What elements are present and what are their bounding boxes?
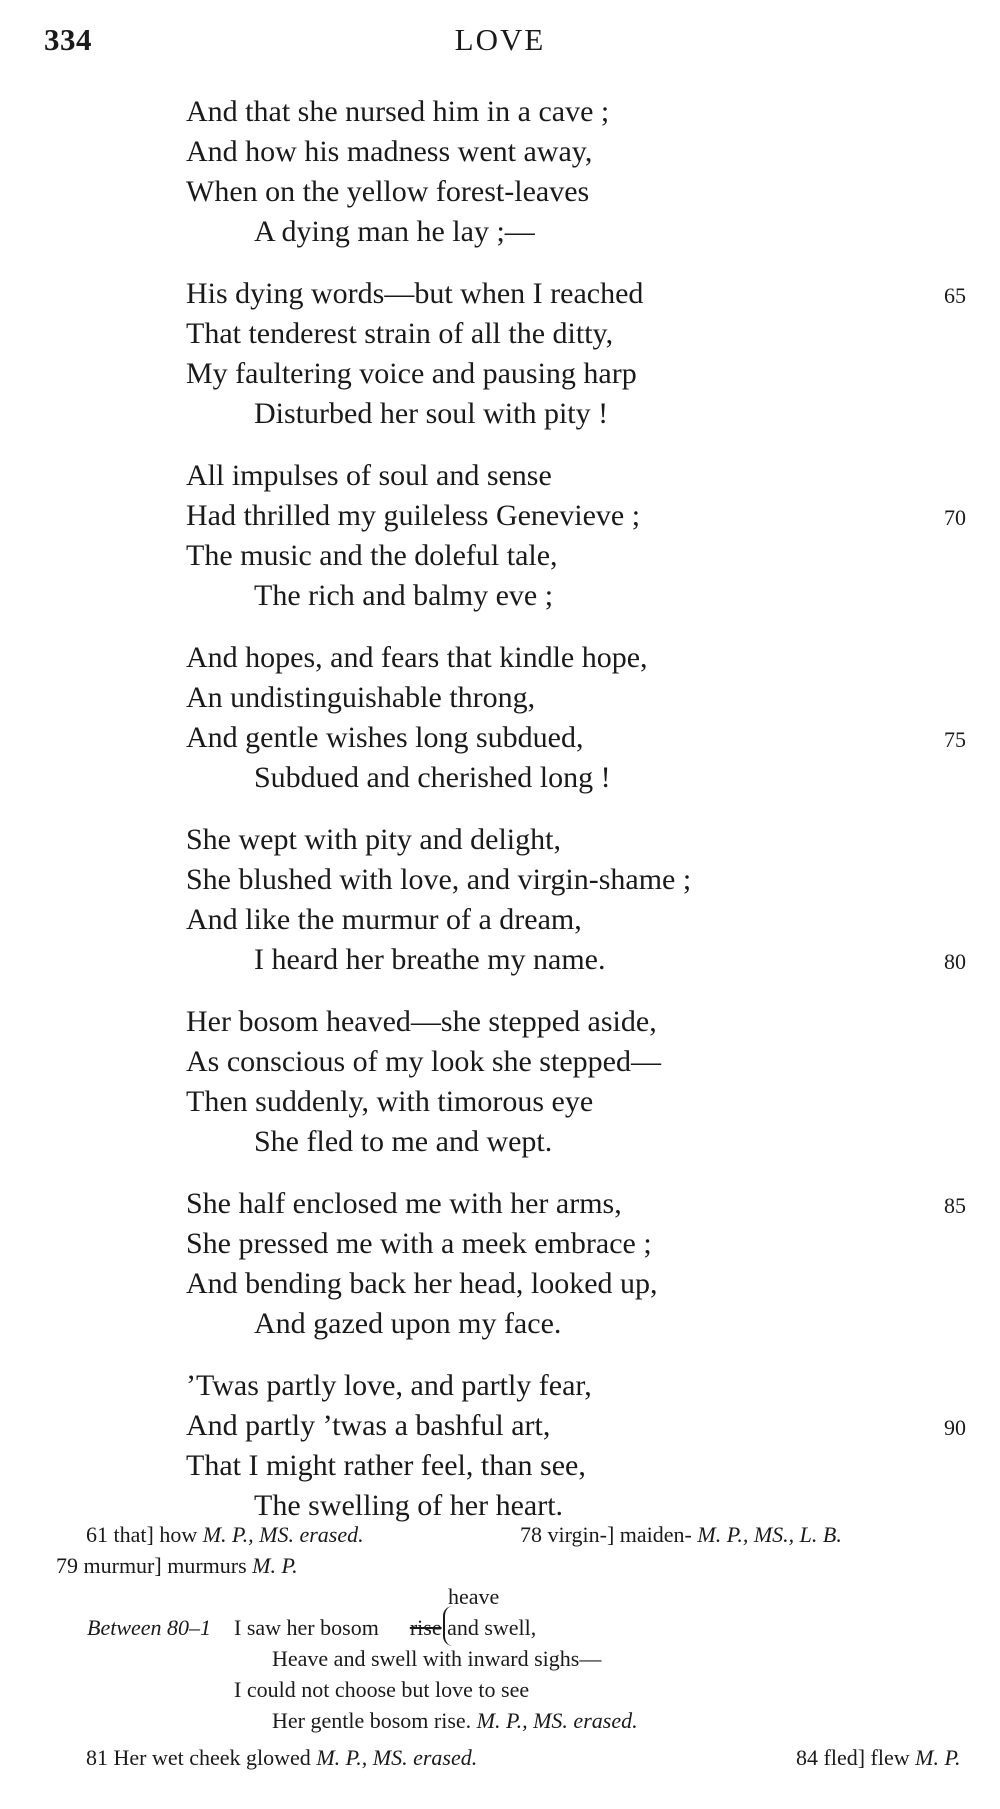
poem-line-text: A dying man he lay ;— [254,215,535,248]
poem-line-text: And partly ’twas a bashful art, [186,1409,551,1442]
poem-line [186,456,966,496]
stanza [186,274,966,434]
poem-line-text: Subdued and cherished long ! [254,761,611,794]
poem-line-text: His dying words—but when I reached [186,277,644,310]
poem-line [186,132,966,172]
between-label: Between 80–1 [87,1615,212,1640]
poem-line [186,1042,966,1082]
between-line-2: Heave and swell with inward sighs— [272,1646,602,1671]
poem-line [186,212,966,252]
running-head: LOVE [454,22,546,57]
note-source: M. P., MS., L. B. [697,1522,842,1547]
poem-line-text: I heard her breathe my name. [254,943,606,976]
line-number: 90 [944,1415,966,1440]
poem-line-text: And gazed upon my face. [254,1307,562,1340]
poem-line [186,1082,966,1122]
poem-line-text: Had thrilled my guileless Genevieve ; [186,499,641,532]
stanza [186,1002,966,1162]
note-row [56,1674,976,1705]
poem-line-text: The music and the doleful tale, [186,539,558,572]
stanza [186,820,966,980]
line-number: 85 [944,1193,966,1218]
note-row [56,1705,976,1736]
stanza [186,638,966,798]
poem-line-text: Her bosom heaved—she stepped aside, [186,1005,657,1038]
between-line-1 [234,1612,536,1643]
between-line-4 [272,1705,638,1736]
poem-line [186,1002,966,1042]
note-source: M. P. [915,1745,961,1770]
stanza [186,1184,966,1344]
stanza [186,92,966,252]
note-number: 84 [796,1745,818,1770]
poem-line [186,900,966,940]
line-number: 75 [944,727,966,752]
note-row [56,1581,976,1612]
note-text: virgin-] maiden- [547,1522,692,1547]
note-row [56,1550,976,1581]
variant-text: I saw her bosom [234,1615,379,1640]
poem-line [186,1304,966,1344]
page-number: 334 [44,22,92,57]
poem-line [186,1264,966,1304]
poem-line-text: Disturbed her soul with pity ! [254,397,609,430]
note-text: Her wet cheek glowed [113,1745,311,1770]
note-text: murmur] murmurs [83,1553,247,1578]
note-number: 79 [56,1553,78,1578]
poem-line-text: She pressed me with a meek embrace ; [186,1227,652,1260]
poem-line [186,1184,966,1224]
poem-line [186,92,966,132]
note-row [56,1643,976,1674]
note-61 [86,1519,364,1550]
note-source: M. P., MS. erased. [202,1522,364,1547]
poem-line-text: And how his madness went away, [186,135,593,168]
stanza [186,456,966,616]
poem-line-text: And that she nursed him in a cave ; [186,95,610,128]
poem-line [186,1446,966,1486]
poem-line [186,274,966,314]
note-79 [56,1550,298,1581]
poem-body [186,92,966,1548]
poem-line-text: ’Twas partly love, and partly fear, [186,1369,592,1402]
line-number: 80 [944,949,966,974]
line-number: 65 [944,283,966,308]
poem-line-text: She fled to me and wept. [254,1125,553,1158]
note-text: fled] flew [823,1745,910,1770]
stanza [186,1366,966,1526]
note-number: 81 [86,1745,108,1770]
poem-line [186,172,966,212]
note-81 [86,1742,477,1773]
note-78 [520,1519,842,1550]
poem-line [186,536,966,576]
poem-line [186,314,966,354]
poem-line [186,820,966,860]
poem-line-text: When on the yellow forest-leaves [186,175,590,208]
poem-line-text: Then suddenly, with timorous eye [186,1085,594,1118]
poem-line [186,1366,966,1406]
poem-line [186,1224,966,1264]
poem-line [186,860,966,900]
struck-word: rise [409,1615,442,1640]
line-number: 70 [944,505,966,530]
poem-line [186,576,966,616]
note-text: that] how [113,1522,198,1547]
note-row [56,1519,976,1550]
poem-line [186,1406,966,1446]
poem-line [186,678,966,718]
note-source: M. P. [252,1553,298,1578]
note-source: M. P., MS. erased. [476,1708,638,1733]
poem-line-text: That I might rather feel, than see, [186,1449,586,1482]
variant-text: and swell, [447,1615,537,1640]
poem-line [186,354,966,394]
poem-line [186,496,966,536]
between-line-3: I could not choose but love to see [234,1677,530,1702]
poem-line-text: She wept with pity and delight, [186,823,561,856]
variant-text: Her gentle bosom rise. [272,1708,472,1733]
variant-above-brace: heave [448,1584,500,1609]
poem-line-text: She blushed with love, and virgin-shame ; [186,863,692,896]
poem-line [186,638,966,678]
poem-line-text: She half enclosed me with her arms, [186,1187,622,1220]
poem-line [186,718,966,758]
poem-line-text: As conscious of my look she stepped— [186,1045,661,1078]
poem-line-text: And bending back her head, looked up, [186,1267,658,1300]
poem-line-text: An undistinguishable throng, [186,681,536,714]
poem-line-text: All impulses of soul and sense [186,459,552,492]
poem-line [186,394,966,434]
note-source: M. P., MS. erased. [316,1745,478,1770]
note-84 [796,1742,961,1773]
note-number: 78 [520,1522,542,1547]
note-row [56,1612,976,1643]
brace-mark [443,1606,457,1646]
poem-line [186,940,966,980]
note-number: 61 [86,1522,108,1547]
poem-line-text: And hopes, and fears that kindle hope, [186,641,648,674]
poem-line [186,1122,966,1162]
poem-line-text: The swelling of her heart. [254,1489,564,1522]
textual-notes [56,1519,976,1773]
poem-line-text: My faultering voice and pausing harp [186,357,637,390]
note-row [56,1742,976,1773]
poem-line-text: And like the murmur of a dream, [186,903,582,936]
poem-line [186,758,966,798]
poem-line-text: And gentle wishes long subdued, [186,721,584,754]
poem-line-text: The rich and balmy eve ; [254,579,554,612]
poem-line-text: That tenderest strain of all the ditty, [186,317,614,350]
